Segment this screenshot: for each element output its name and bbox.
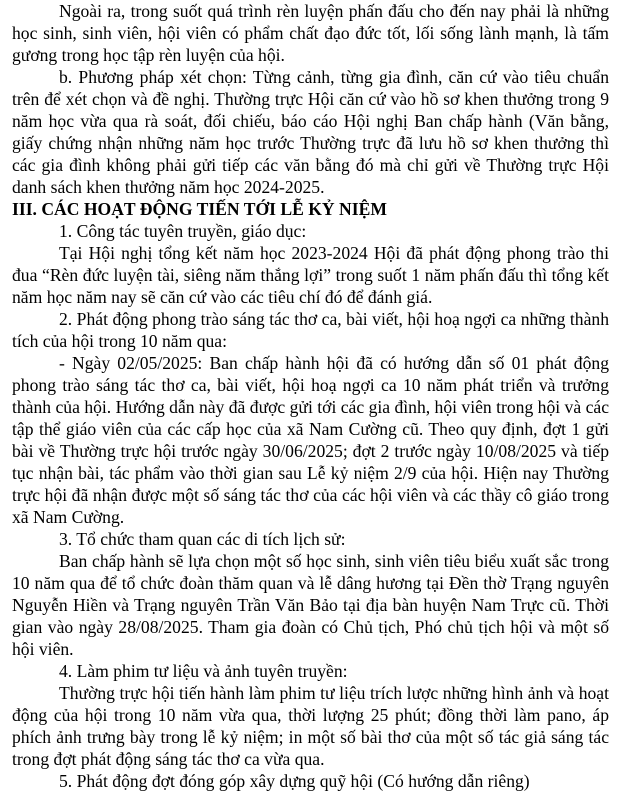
paragraph-conduct-criteria: Ngoài ra, trong suốt quá trình rèn luyện phấn đấu cho đến nay phải là những học sinh, sinh viên, hội viên có phẩm chất đạo đức tốt, lối sống lành mạnh, là tấm gương trong học tập rèn luyện của hội. — [12, 1, 609, 65]
paragraph-selection-method: b. Phương pháp xét chọn: Từng cảnh, từng gia đình, căn cứ vào tiêu chuẩn trên để xét chọn và đề nghị. Thường trực Hội căn cứ vào hồ sơ khen thưởng trong 9 năm học vừa qua rà soát, đối chiếu, báo cáo Hội nghị Ban chấp hành (Văn bằng, giấy chứng nhận những năm học trước Thường trực đã lưu hồ sơ khen thưởng thì các gia đình không phải gửi tiếp các văn bằng đó mà chỉ gửi về Thường trực Hội danh sách khen thưởng năm học 2024-2025. — [12, 67, 609, 197]
subheading-propaganda: 1. Công tác tuyên truyền, giáo dục: — [59, 221, 307, 241]
paragraph-poetry-guidance: - Ngày 02/05/2025: Ban chấp hành hội đã có hướng dẫn số 01 phát động phong trào sáng tác thơ ca, bài viết, hội hoạ ngợi ca 10 năm phát triển và trưởng thành của hội. Hướng dẫn này đã được gửi tới các gia đình, hội viên trong hội và các tập thể giáo viên của các cấp học của xã Nam Cường cũ. Theo quy định, đợt 1 gửi bài về Thường trực hội trước ngày 30/06/2025; đợt 2 trước ngày 10/08/2025 và tiếp tục nhận bài, tác phẩm vào thời gian sau Lễ kỷ niệm 2/9 của hội. Hiện nay Thường trực hội đã nhận được một số sáng tác thơ của các hội viên và các thầy cô giáo trong xã Nam Cường. — [12, 353, 609, 527]
subheading-documentary: 4. Làm phim tư liệu và ảnh tuyên truyền: — [59, 661, 348, 681]
subheading-fund-raising: 5. Phát động đợt đóng góp xây dựng quỹ hội (Có hướng dẫn riêng) — [59, 771, 530, 791]
section-heading-activities: III. CÁC HOẠT ĐỘNG TIẾN TỚI LỄ KỶ NIỆM — [12, 199, 387, 219]
subheading-poetry-campaign: 2. Phát động phong trào sáng tác thơ ca, bài viết, hội hoạ ngợi ca những thành tích của hội trong 10 năm qua: — [12, 309, 609, 351]
paragraph-emulation-movement: Tại Hội nghị tổng kết năm học 2023-2024 Hội đã phát động phong trào thi đua “Rèn đức luyện tài, siêng năm thắng lợi” trong suốt 1 năm phấn đấu thì tổng kết năm học năm nay sẽ căn cứ vào các tiêu chí đó để đánh giá. — [12, 243, 609, 307]
subheading-historical-sites: 3. Tổ chức tham quan các di tích lịch sử: — [59, 529, 346, 549]
paragraph-sites-tour: Ban chấp hành sẽ lựa chọn một số học sinh, sinh viên tiêu biểu xuất sắc trong 10 năm qua để tổ chức đoàn thăm quan và lễ dâng hương tại Đền thờ Trạng nguyên Nguyễn Hiền và Trạng nguyên Trần Văn Bảo tại địa bàn huyện Nam Trực cũ. Thời gian vào ngày 28/08/2025. Tham gia đoàn có Chủ tịch, Phó chủ tịch hội và một số hội viên. — [12, 551, 609, 659]
paragraph-documentary: Thường trực hội tiến hành làm phim tư liệu trích lược những hình ảnh và hoạt động của hội trong 10 năm vừa qua, thời lượng 25 phút; đồng thời làm pano, áp phích ảnh trưng bày trong lễ kỷ niệm; in một số bài thơ của một số tác giả sáng tác trong đợt phát động sáng tác thơ ca vừa qua. — [12, 683, 609, 769]
